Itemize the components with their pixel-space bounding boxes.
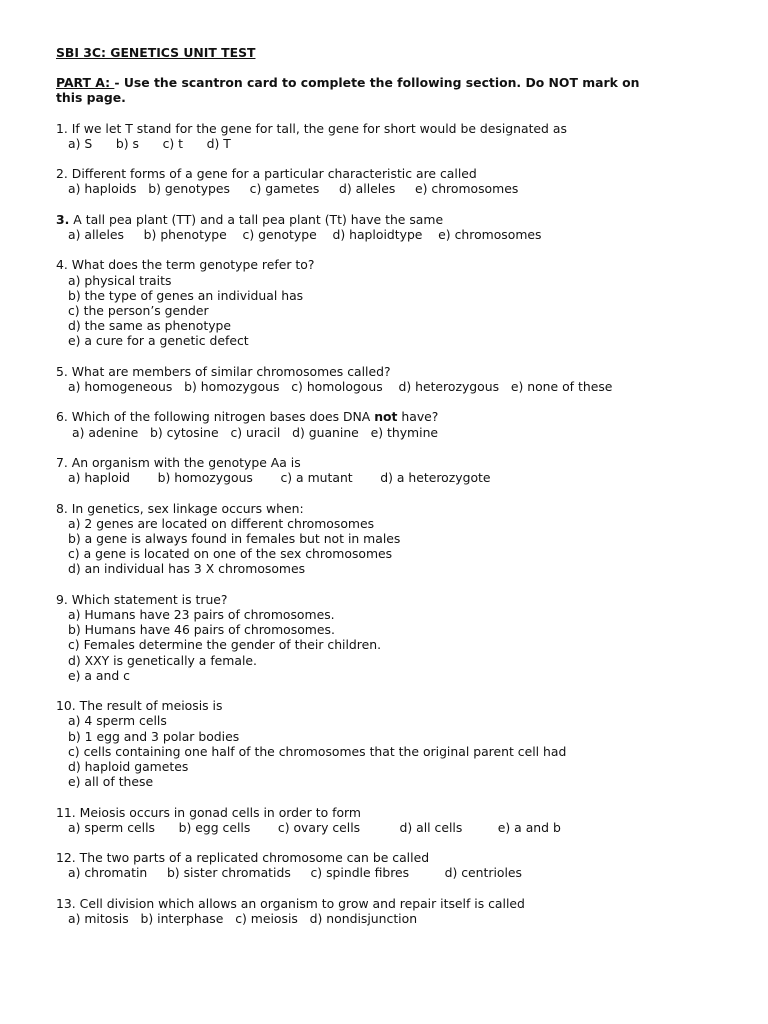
answer-option: a) 2 genes are located on different chromosomes xyxy=(68,515,375,531)
question-stem xyxy=(56,364,728,379)
question-stem xyxy=(56,805,728,820)
question-number: 12. xyxy=(56,850,76,866)
question-number: 3. xyxy=(56,211,70,227)
question-text: The result of meiosis is xyxy=(79,698,223,714)
answer-option: c) the person’s gender xyxy=(68,303,209,318)
answer-options: a) haploid b) homozygous c) a mutant d) a heterozygote xyxy=(68,470,491,486)
question-stem xyxy=(56,896,728,911)
question-number: 7. xyxy=(56,454,68,470)
question-text-emphasis: not xyxy=(374,409,398,425)
question-text: An organism with the genotype Aa is xyxy=(71,454,301,470)
answer-options xyxy=(56,713,728,789)
answer-option: b) 1 egg and 3 polar bodies xyxy=(68,728,240,744)
answer-option: b) Humans have 46 pairs of chromosomes. xyxy=(68,622,335,638)
question-text: What are members of similar chromosomes called? xyxy=(71,363,391,379)
question-12 xyxy=(56,850,728,880)
question-number: 13. xyxy=(56,895,76,911)
question-8 xyxy=(56,501,728,577)
answer-options: a) S b) s c) t d) T xyxy=(68,135,231,151)
question-stem xyxy=(56,212,728,227)
question-number: 10. xyxy=(56,698,76,714)
question-stem xyxy=(56,166,728,181)
test-title: SBI 3C: GENETICS UNIT TEST xyxy=(56,45,256,60)
question-1 xyxy=(56,121,728,151)
question-number: 2. xyxy=(56,166,68,182)
answer-option: d) the same as phenotype xyxy=(68,318,232,334)
question-text-after: have? xyxy=(397,409,439,425)
answer-option: e) a cure for a genetic defect xyxy=(68,333,249,349)
answer-options xyxy=(56,273,728,349)
answer-option: a) 4 sperm cells xyxy=(68,713,167,729)
question-number: 4. xyxy=(56,257,68,273)
question-13 xyxy=(56,896,728,926)
question-stem xyxy=(56,501,728,516)
question-number: 11. xyxy=(56,804,76,820)
answer-option: d) an individual has 3 X chromosomes xyxy=(68,561,306,577)
question-stem xyxy=(56,592,728,607)
question-4 xyxy=(56,257,728,348)
question-text: Which statement is true? xyxy=(71,591,228,607)
question-text: Meiosis occurs in gonad cells in order to form xyxy=(79,804,361,820)
question-number: 8. xyxy=(56,500,68,516)
question-5 xyxy=(56,364,728,394)
answer-option: a) Humans have 23 pairs of chromosomes. xyxy=(68,606,335,622)
answer-options xyxy=(56,516,728,577)
part-a-label: PART A: xyxy=(56,75,115,91)
question-text: Cell division which allows an organism to grow and repair itself is called xyxy=(79,895,525,911)
answer-option: d) XXY is genetically a female. xyxy=(68,652,257,668)
answer-options: a) sperm cells b) egg cells c) ovary cells d) all cells e) a and b xyxy=(68,819,561,835)
answer-option: e) all of these xyxy=(68,774,154,790)
question-text: In genetics, sex linkage occurs when: xyxy=(71,500,304,516)
question-stem xyxy=(56,257,728,272)
question-number: 9. xyxy=(56,591,68,607)
answer-option: c) Females determine the gender of their children. xyxy=(68,637,382,653)
part-a-dash: - xyxy=(114,75,124,91)
question-text: Different forms of a gene for a particular characteristic are called xyxy=(71,166,477,182)
answer-option: b) the type of genes an individual has xyxy=(68,287,304,303)
question-7 xyxy=(56,455,728,485)
instructions-line-1: Use the scantron card to complete the following section. Do NOT mark on xyxy=(123,75,640,91)
question-stem xyxy=(56,121,728,136)
question-10 xyxy=(56,698,728,789)
instructions-line-2: this page. xyxy=(56,90,126,106)
question-9 xyxy=(56,592,728,683)
answer-option: b) a gene is always found in females but not in males xyxy=(68,530,401,546)
question-text: A tall pea plant (TT) and a tall pea plant (Tt) have the same xyxy=(73,211,444,227)
question-11 xyxy=(56,805,728,835)
answer-options: a) alleles b) phenotype c) genotype d) haploidtype e) chromosomes xyxy=(68,227,542,242)
question-number: 6. xyxy=(56,409,68,425)
answer-options xyxy=(56,607,728,683)
answer-option: d) haploid gametes xyxy=(68,759,189,774)
question-3 xyxy=(56,212,728,242)
question-text: What does the term genotype refer to? xyxy=(71,257,315,273)
question-stem xyxy=(56,455,728,470)
question-6 xyxy=(56,409,728,439)
answer-options: a) homogeneous b) homozygous c) homologous d) heterozygous e) none of these xyxy=(68,379,613,394)
answer-options: a) mitosis b) interphase c) meiosis d) nondisjunction xyxy=(68,910,418,926)
answer-option: e) a and c xyxy=(68,667,130,683)
answer-options: a) haploids b) genotypes c) gametes d) alleles e) chromosomes xyxy=(68,181,519,197)
question-text: The two parts of a replicated chromosome can be called xyxy=(79,850,430,866)
answer-option: c) cells containing one half of the chromosomes that the original parent cell had xyxy=(68,743,567,759)
answer-options: a) chromatin b) sister chromatids c) spindle fibres d) centrioles xyxy=(68,865,523,881)
answer-option: c) a gene is located on one of the sex chromosomes xyxy=(68,546,393,562)
question-text: If we let T stand for the gene for tall, the gene for short would be designated as xyxy=(71,120,567,136)
question-stem xyxy=(56,409,728,424)
part-a-instructions xyxy=(56,75,728,105)
answer-options: a) adenine b) cytosine c) uracil d) guanine e) thymine xyxy=(72,424,439,440)
question-stem xyxy=(56,850,728,865)
question-number: 5. xyxy=(56,363,68,379)
question-number: 1. xyxy=(56,120,68,136)
question-text-before: Which of the following nitrogen bases does DNA xyxy=(71,409,375,425)
answer-option: a) physical traits xyxy=(68,272,172,288)
question-stem xyxy=(56,698,728,713)
question-2 xyxy=(56,166,728,196)
